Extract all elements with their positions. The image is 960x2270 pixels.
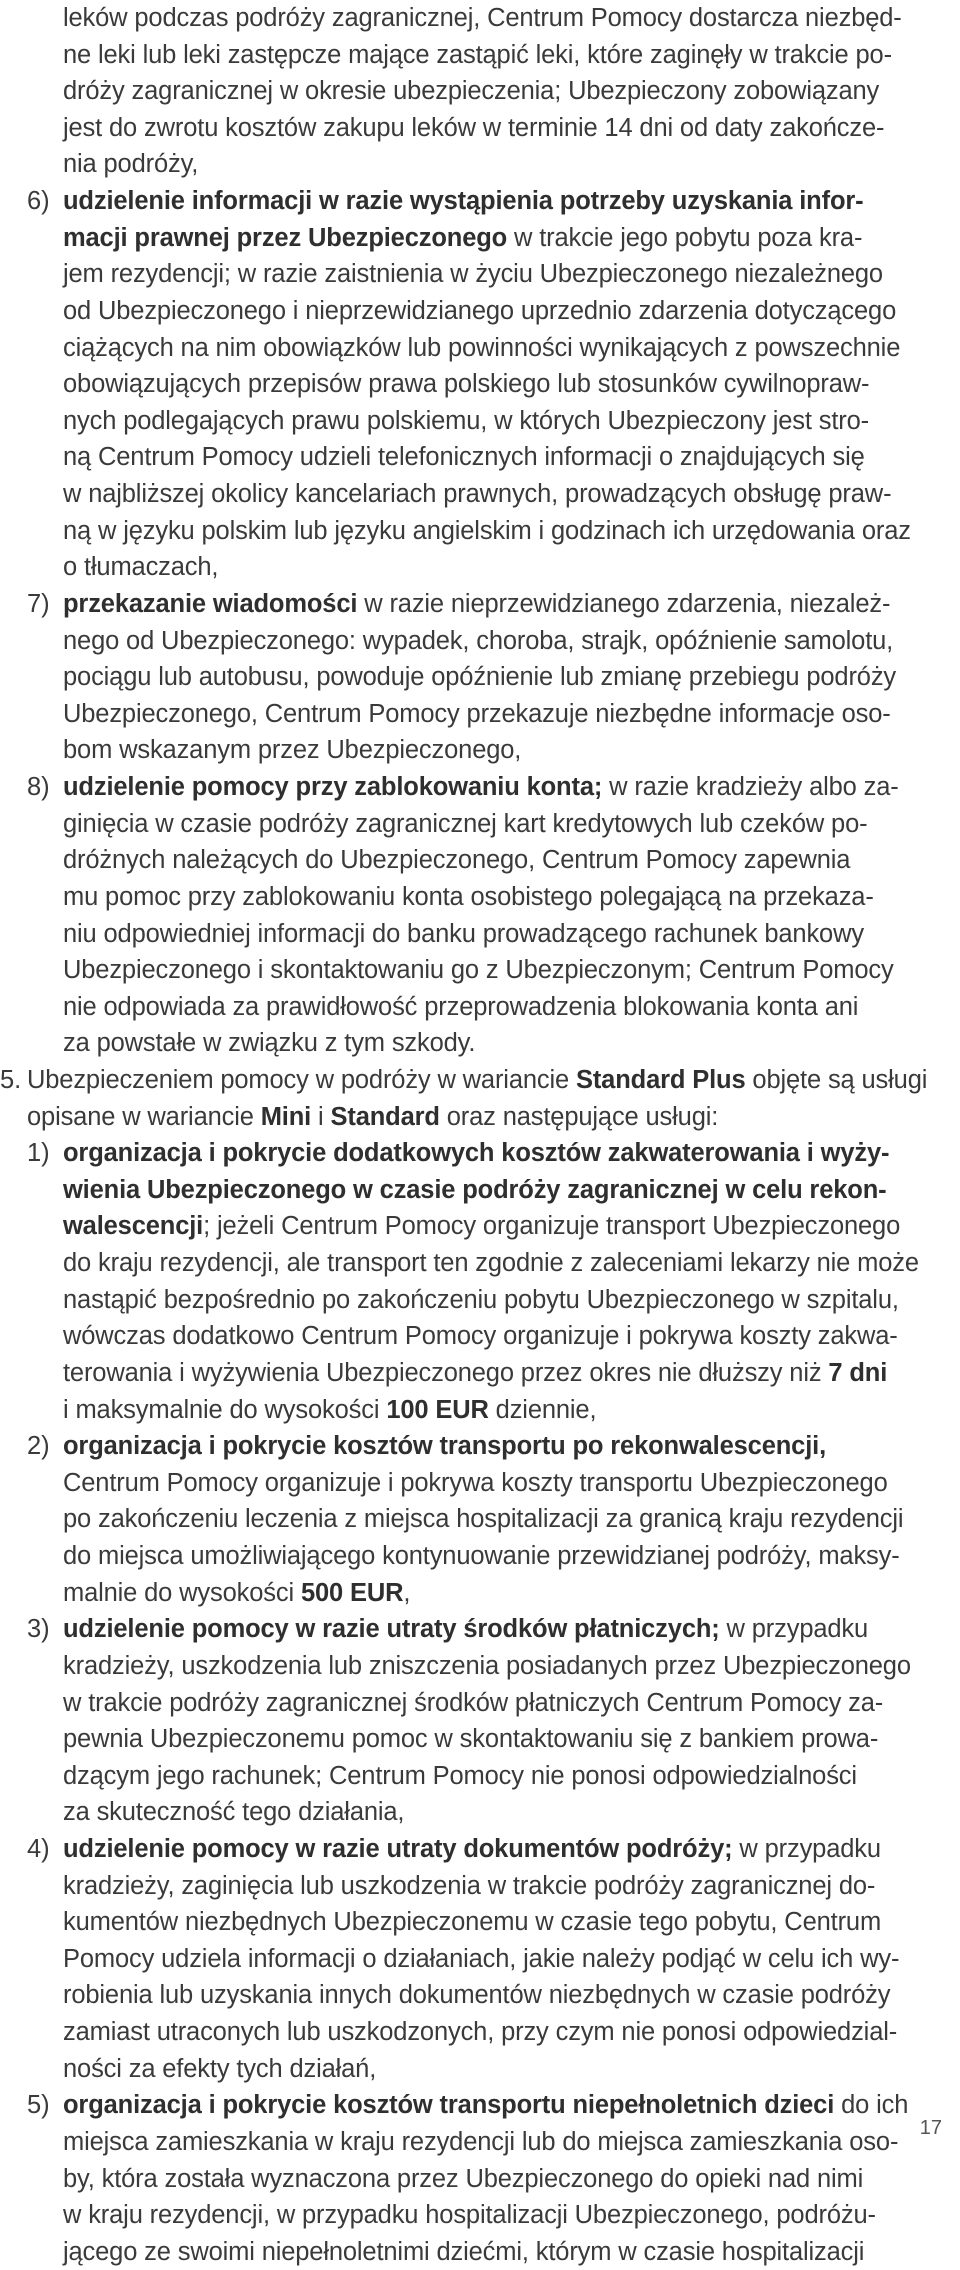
paragraph-line: jest do zwrotu kosztów zakupu leków w terminie 14 dni od daty zakończe- [63,113,885,142]
text-run: mu pomoc przy zablokowaniu konta osobistego polegającą na przekaza- [63,882,874,911]
text-run: jem rezydencji; w razie zaistnienia w życiu Ubezpieczonego niezależnego [63,260,883,289]
text-run: w trakcie jego pobytu poza kra- [507,223,863,252]
bold-text: organizacja i pokrycie dodatkowych kosztów zakwaterowania i wyży- [63,1139,890,1168]
page-number: 17 [919,2117,942,2139]
paragraph-line [63,1831,881,1867]
paragraph-line: ne leki lub leki zastępcze mające zastąpić leki, które zaginęły w trakcie po- [63,40,892,69]
paragraph-line [63,1611,868,1647]
text-run: Pomocy udziela informacji o działaniach, jakie należy podjąć w celu ich wy- [63,1944,900,1973]
bold-text: macji prawnej przez Ubezpieczonego [63,223,508,252]
paragraph-line [63,549,218,585]
paragraph-line [63,1135,889,1171]
text-run: w najbliższej okolicy kancelariach prawnych, prowadzących obsługę praw- [63,480,892,509]
text-run: dróżnych należących do Ubezpieczonego, Centrum Pomocy zapewnia [63,846,851,875]
bold-text: Mini [260,1102,312,1131]
paragraph-line [63,659,896,695]
paragraph-line [63,513,911,549]
bold-text: walescencji [63,1212,204,1241]
paragraph-line [63,1392,596,1428]
paragraph-line [63,439,865,475]
paragraph-line [63,1538,900,1574]
text-run: ną w języku polskim lub języku angielskim i godzinach ich urzędowania oraz [63,516,911,545]
paragraph-line [63,220,862,256]
text-run: i maksymalnie do wysokości [63,1395,387,1424]
list-marker: 1) [27,1139,50,1168]
bold-text: Standard [330,1102,440,1131]
paragraph-line: dróży zagranicznej w okresie ubezpieczenia; Ubezpieczony zobowiązany [63,77,880,106]
paragraph-line [63,476,891,512]
bold-text: udzielenie pomocy w razie utraty środków płatniczych; [63,1615,720,1644]
paragraph-line [63,952,894,988]
bold-text: 100 EUR [386,1395,489,1424]
paragraph-line [63,1575,410,1611]
text-run: kumentów niezbędnych Ubezpieczonemu w czasie tego pobytu, Centrum [63,1908,882,1937]
paragraph-line [63,1868,875,1904]
text-run: dzącym jego rachunek; Centrum Pomocy nie ponosi odpowiedzialności [63,1761,857,1790]
text-run: nie odpowiada za prawidłowość przeprowadzenia blokowania konta ani [63,992,859,1021]
text-run: od Ubezpieczonego i nieprzewidzianego uprzednio zdarzenia dotyczącego [63,296,897,325]
text-run: kradzieży, uszkodzenia lub zniszczenia posiadanych przez Ubezpieczonego [63,1651,911,1680]
list-marker: 5) [27,2091,50,2120]
text-run: o tłumaczach, [63,553,219,582]
section-number: 5. [0,1065,22,1094]
paragraph-line [63,1245,919,1281]
paragraph-line [63,1977,890,2013]
bold-text: organizacja i pokrycie kosztów transportu niepełnoletnich dzieci [63,2091,835,2120]
paragraph-line [63,769,899,805]
section-intro-line [27,1062,927,1098]
text-run: zamiast utraconych lub uszkodzonych, przy czym nie ponosi odpowiedzial- [63,2018,898,2047]
text-run: niu odpowiedniej informacji do banku prowadzącego rachunek bankowy [63,919,864,948]
list-marker: 8) [27,773,50,802]
list-marker: 6) [27,187,50,216]
text-run: malnie do wysokości [63,1578,301,1607]
text-run: dziennie, [488,1395,597,1424]
text-run: do kraju rezydencji, ale transport ten zgodnie z zaleceniami lekarzy nie może [63,1249,919,1278]
paragraph-line [63,1172,886,1208]
bold-text: Standard Plus [575,1065,746,1094]
text-run: Ubezpieczonego, Centrum Pomocy przekazuje niezbędne informacje oso- [63,699,891,728]
text-run: za powstałe w związku z tym szkody. [63,1029,476,1058]
text-run: Ubezpieczeniem pomocy w podróży w wariancie [27,1065,576,1094]
text-run: w przypadku [732,1835,881,1863]
text-run: , [403,1578,411,1607]
paragraph-line [63,623,893,659]
bold-text: 7 dni [828,1358,888,1387]
paragraph-line [63,696,891,732]
text-run: po zakończeniu leczenia z miejsca hospitalizacji za granicą kraju rezydencji [63,1505,904,1534]
text-run: nastąpić bezpośrednio po zakończeniu pobytu Ubezpieczonego w szpitalu, [63,1285,899,1314]
text-run: by, która została wyznaczona przez Ubezpieczonego do opieki nad nimi [63,2164,864,2193]
text-run: w trakcie podróży zagranicznej środków płatniczych Centrum Pomocy za- [63,1688,884,1717]
text-run: w kraju rezydencji, w przypadku hospitalizacji Ubezpieczonego, podróżu- [63,2201,876,2230]
paragraph-line [63,403,869,439]
paragraph-line [63,1282,899,1318]
paragraph-line: nia podróży, [63,150,199,179]
paragraph-line [63,1685,883,1721]
paragraph-line [63,1355,887,1391]
bold-text: wienia Ubezpieczonego w czasie podróży zagranicznej w celu rekon- [63,1175,887,1204]
text-run: ciążących na nim obowiązków lub powinności wynikających z powszechnie [63,333,901,362]
list-marker: 2) [27,1432,50,1461]
text-run: w razie kradzieży albo za- [602,773,899,802]
paragraph-line [63,293,896,329]
paragraph-line [63,1208,900,1244]
paragraph-line [63,2197,876,2233]
paragraph-line [63,366,869,402]
text-run: i [311,1102,331,1131]
bold-text: udzielenie pomocy w razie utraty dokumentów podróży; [63,1835,733,1863]
paragraph-line [63,879,874,915]
paragraph-line [63,989,858,1025]
paragraph-line [63,1025,475,1061]
paragraph-line [63,1501,903,1537]
paragraph-line [63,1318,898,1354]
paragraph-line [63,1904,881,1940]
paragraph-line [63,330,900,366]
bold-text: przekazanie wiadomości [63,589,358,618]
paragraph-line [63,2014,897,2050]
text-run: ; jeżeli Centrum Pomocy organizuje transport Ubezpieczonego [203,1212,901,1241]
text-run: ginięcia w czasie podróży zagranicznej kart kredytowych lub czeków po- [63,809,868,838]
text-run: objęte są usługi [745,1065,928,1094]
text-run: kradzieży, zaginięcia lub uszkodzenia w trakcie podróży zagranicznej do- [63,1871,876,1900]
text-run: Centrum Pomocy organizuje i pokrywa koszty transportu Ubezpieczonego [63,1468,888,1497]
paragraph-line [63,842,850,878]
section-intro-line [27,1099,718,1135]
paragraph-line [63,183,864,219]
text-run: pewnia Ubezpieczonemu pomoc w skontaktowaniu się z bankiem prowa- [63,1725,879,1754]
paragraph-line [63,1794,404,1830]
bold-text: organizacja i pokrycie kosztów transportu po rekonwalescencji, [63,1432,827,1461]
text-run: wówczas dodatkowo Centrum Pomocy organizuje i pokrywa koszty zakwa- [63,1322,898,1351]
text-run: w przypadku [719,1615,869,1644]
text-run: robienia lub uzyskania innych dokumentów niezbędnych w czasie podróży [63,1981,891,2010]
paragraph-line [63,916,864,952]
paragraph-line [63,2051,376,2087]
text-run: za skuteczność tego działania, [63,1798,405,1827]
bold-text: udzielenie pomocy przy zablokowaniu konta; [63,773,603,802]
list-marker: 4) [27,1835,50,1863]
text-run: do ich [834,2091,909,2120]
paragraph-line [63,586,890,622]
paragraph-line [63,2124,898,2160]
text-run: obowiązujących przepisów prawa polskiego lub stosunków cywilnopraw- [63,370,870,399]
paragraph-line [63,1758,857,1794]
paragraph-line [63,1428,826,1464]
paragraph-line [63,1648,911,1684]
text-run: pociągu lub autobusu, powoduje opóźnienie lub zmianę przebiegu podróży [63,663,897,692]
paragraph-line [63,1465,888,1501]
paragraph-line [63,806,867,842]
paragraph-line [63,1721,878,1757]
paragraph-line [63,2087,908,2123]
text-run: nego od Ubezpieczonego: wypadek, choroba, strajk, opóźnienie samolotu, [63,626,894,655]
text-run: nych podlegających prawu polskiemu, w których Ubezpieczony jest stro- [63,406,870,435]
list-marker: 7) [27,589,50,618]
paragraph-line [63,256,883,292]
text-run: opisane w wariancie [27,1102,261,1131]
text-run: jącego ze swoimi niepełnoletnimi dziećmi, którym w czasie hospitalizacji [63,2237,865,2266]
bold-text: udzielenie informacji w razie wystąpienia potrzeby uzyskania infor- [63,187,864,216]
text-run: w razie nieprzewidzianego zdarzenia, niezależ- [357,589,891,618]
bold-text: 500 EUR [300,1578,404,1607]
paragraph-line [63,2234,864,2270]
paragraph-line [63,1941,899,1977]
text-run: oraz następujące usługi: [439,1102,719,1131]
text-run: bom wskazanym przez Ubezpieczonego, [63,736,522,765]
paragraph-line [63,2161,863,2197]
text-run: Ubezpieczonego i skontaktowaniu go z Ubezpieczonym; Centrum Pomocy [63,956,894,985]
text-run: ną Centrum Pomocy udzieli telefonicznych informacji o znajdujących się [63,443,865,472]
text-run: terowania i wyżywienia Ubezpieczonego przez okres nie dłuższy niż [63,1358,829,1387]
list-marker: 3) [27,1615,50,1644]
paragraph-line [63,732,521,768]
text-run: ności za efekty tych działań, [63,2054,377,2083]
text-run: do miejsca umożliwiającego kontynuowanie przewidzianej podróży, maksy- [63,1542,900,1571]
text-run: miejsca zamieszkania w kraju rezydencji lub do miejsca zamieszkania oso- [63,2127,899,2156]
paragraph-line: leków podczas podróży zagranicznej, Centrum Pomocy dostarcza niezbęd- [63,4,902,32]
